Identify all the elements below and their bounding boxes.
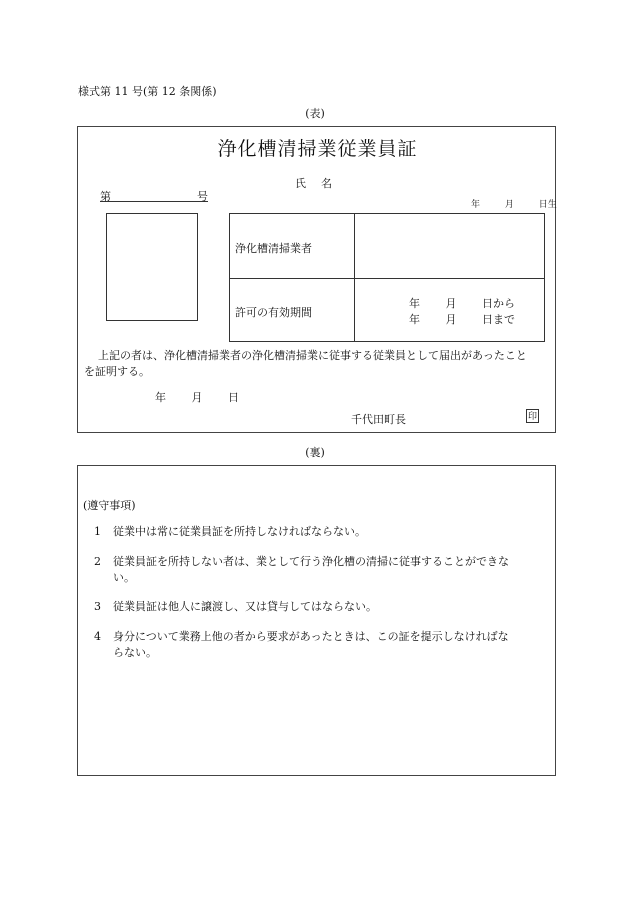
rule-text: 身分について業務上他の者から要求があったときは、この証を提示しなければな — [113, 630, 509, 643]
rules-heading: (遵守事項) — [83, 499, 136, 512]
issuer-name: 千代田町長 — [351, 413, 406, 426]
issue-date — [155, 389, 239, 405]
from-year: 年 — [409, 297, 420, 310]
issue-month: 月 — [191, 391, 203, 404]
rule-item — [94, 554, 549, 586]
to-day: 日まで — [482, 313, 515, 326]
operator-label: 浄化槽清掃業者 — [235, 242, 312, 255]
rule-text: 従業員証を所持しない者は、業として行う浄化槽の清掃に従事することができな — [113, 555, 509, 568]
validity-label: 許可の有効期間 — [235, 306, 312, 319]
front-side-label: (表) — [305, 107, 325, 120]
rule-text-continued: い。 — [113, 571, 135, 584]
from-day: 日から — [482, 297, 515, 310]
rule-item — [94, 524, 549, 540]
issue-year: 年 — [155, 391, 166, 404]
certification-line-2: を証明する。 — [84, 365, 150, 378]
name-label: 氏 名 — [295, 177, 334, 190]
table-column-divider — [354, 214, 355, 341]
issue-day: 日 — [228, 391, 239, 404]
rule-text-continued: らない。 — [113, 646, 157, 659]
card-title: 浄化槽清掃業従業員証 — [217, 138, 418, 160]
number-prefix: 第 — [100, 190, 111, 203]
to-month: 月 — [445, 313, 457, 326]
from-month: 月 — [445, 297, 457, 310]
info-table — [229, 213, 545, 342]
seal-stamp-box: 印 — [526, 409, 539, 423]
certification-line-1: 上記の者は、浄化槽清掃業者の浄化槽清掃業に従事する従業員として届出があったこと — [98, 349, 527, 362]
number-suffix: 号 — [197, 190, 208, 203]
birth-year: 年 — [471, 200, 481, 210]
birth-day: 日生 — [538, 200, 557, 210]
id-card-front — [77, 126, 556, 433]
rule-text: 従業中は常に従業員証を所持しなければならない。 — [113, 525, 366, 538]
rule-number: 1 — [94, 525, 101, 538]
rule-item — [94, 629, 549, 661]
rule-number: 4 — [94, 630, 101, 643]
rule-number: 3 — [94, 600, 101, 613]
rule-text: 従業員証は他人に譲渡し、又は貸与してはならない。 — [113, 600, 377, 613]
back-side-label: (裏) — [305, 446, 325, 459]
number-field — [100, 188, 208, 202]
validity-from — [409, 295, 515, 311]
rule-number: 2 — [94, 555, 101, 568]
certification-text — [84, 348, 552, 380]
rule-item — [94, 599, 549, 615]
table-row-divider — [230, 278, 544, 279]
form-caption: 様式第 11 号(第 12 条関係) — [78, 85, 217, 98]
id-card-back — [77, 465, 556, 776]
to-year: 年 — [409, 313, 420, 326]
photo-box — [106, 213, 198, 321]
birth-date — [471, 197, 557, 210]
birth-month: 月 — [504, 200, 514, 210]
validity-to — [409, 311, 515, 327]
